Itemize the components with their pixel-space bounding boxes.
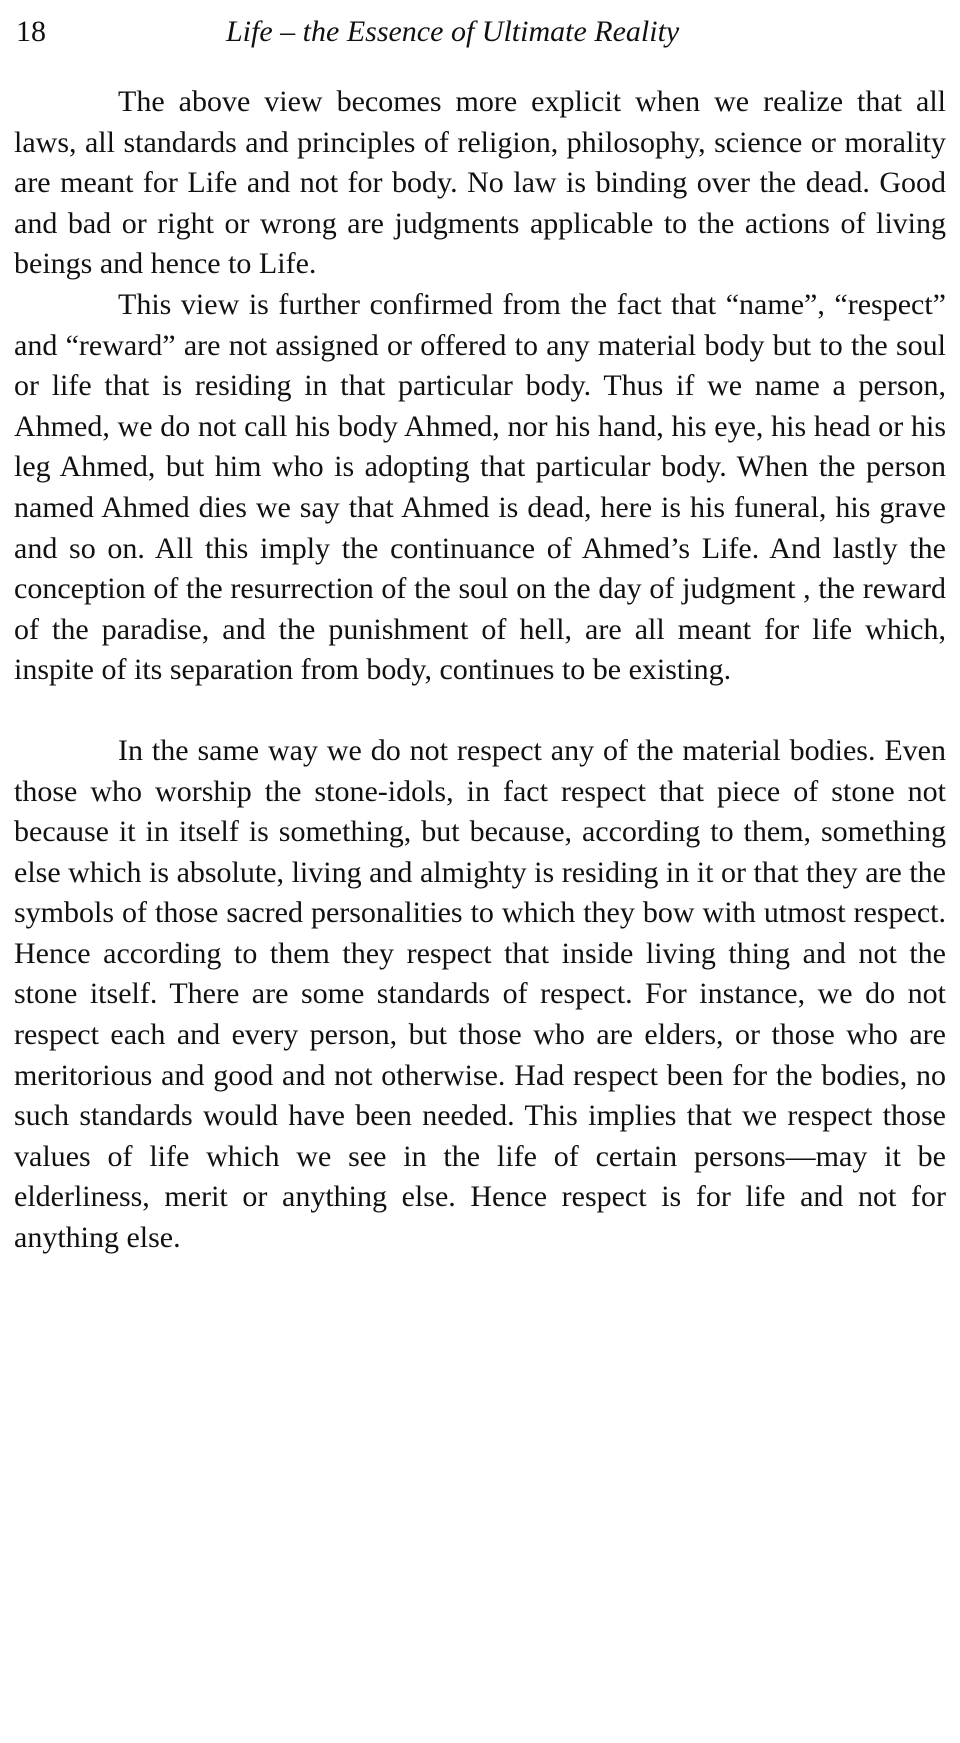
page-number: 18	[16, 15, 46, 48]
page-header	[16, 12, 944, 56]
paragraph: This view is further confirmed from the fact that “name”, “respect” and “reward” are not assigned or offered to any material body but to the soul or life that is residing in that particular body. Thus if we name a person, Ahmed, we do not call his body Ahmed, nor his hand, his eye, his head or his leg Ahmed, but him who is adopting that particular body. When the person named Ahmed dies we say that Ahmed is dead, here is his funeral, his grave and so on. All this imply the continuance of Ahmed’s Life. And lastly the conception of the resurrection of the soul on the day of judgment , the reward of the paradise, and the punishment of hell, are all meant for life which, inspite of its separation from body, continues to be existing.	[14, 287, 946, 687]
paragraph: In the same way we do not respect any of the material bodies. Even those who worship the stone-idols, in fact respect that piece of stone not because it in itself is something, but because, according to them, something else which is absolute, living and almighty is residing in it or that they are the symbols of those sacred personalities to which they bow with utmost respect. Hence according to them they respect that inside living thing and not the stone itself. There are some standards of respect. For instance, we do not respect each and every person, but those who are elders, or those who are meritorious and good and not otherwise. Had respect been for the bodies, no such standards would have been needed. This implies that we respect those values of life which we see in the life of certain persons—may it be elderliness, merit or anything else. Hence respect is for life and not for anything else.	[14, 733, 946, 1255]
body-text	[14, 82, 946, 1259]
running-title: Life – the Essence of Ultimate Reality	[226, 15, 680, 48]
paragraph: The above view becomes more explicit when we realize that all laws, all standards and principles of religion, philosophy, science or morality are meant for Life and not for body. No law is binding over the dead. Good and bad or right or wrong are judgments applicable to the actions of living beings and hence to Life.	[14, 85, 946, 281]
